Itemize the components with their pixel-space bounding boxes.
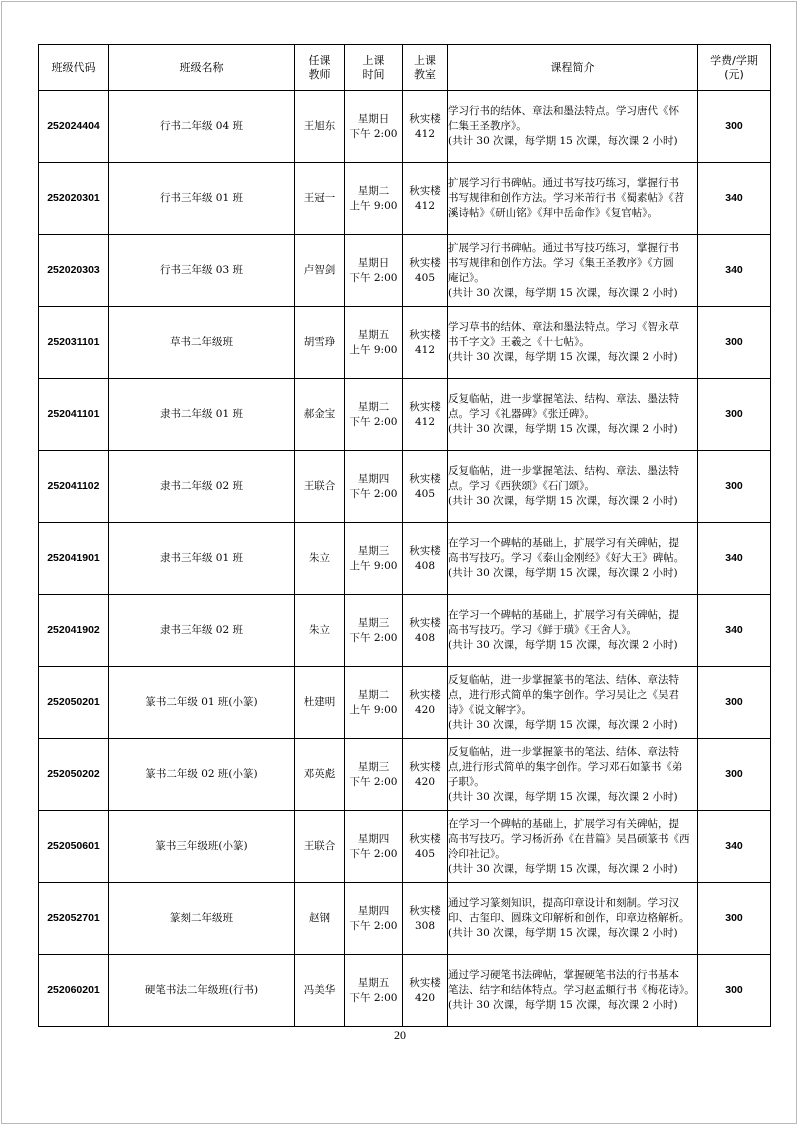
class-name-cell: 篆书二年级 02 班(小篆) (109, 739, 295, 811)
class-time-cell-line: 星期三 (357, 616, 390, 629)
classroom-cell-line: 308 (414, 919, 436, 932)
page-number: 20 (394, 1028, 406, 1042)
class-time-cell (345, 667, 403, 739)
course-description-cell-line: (共计 30 次课，每学期 15 次课，每次课 2 小时) (448, 718, 678, 731)
class-time-cell-line: 星期四 (357, 472, 390, 485)
course-description-cell-line: (共计 30 次课，每学期 15 次课，每次课 2 小时) (448, 351, 678, 363)
header-room: 上课 教室 (403, 45, 448, 91)
course-description-cell (448, 91, 698, 163)
classroom-cell (403, 307, 448, 379)
course-description-cell (448, 955, 698, 1027)
class-time-cell-line: 下午 2:00 (349, 271, 398, 284)
classroom-cell-line: 420 (414, 703, 436, 716)
header-fee: 学费/学期 (元) (698, 45, 771, 91)
table-row (39, 883, 771, 955)
class-time-cell-line: 星期三 (357, 544, 390, 557)
class-time-cell-line: 星期四 (357, 904, 390, 917)
class-time-cell-line: 下午 2:00 (349, 775, 398, 788)
table-row (39, 307, 771, 379)
course-description-cell-line: 反复临帖，进一步掌握篆书的笔法、结体、章法特 (448, 673, 679, 686)
course-description-cell-line: (共计 30 次课，每学期 15 次课，每次课 2 小时) (448, 639, 678, 651)
class-name-cell: 隶书二年级 01 班 (109, 379, 295, 451)
class-time-cell (345, 307, 403, 379)
class-time-cell (345, 523, 403, 595)
classroom-cell (403, 667, 448, 739)
classroom-cell-line: 秋实楼 (409, 400, 441, 413)
course-description-cell (448, 883, 698, 955)
teacher-cell: 邓英彪 (295, 739, 345, 811)
class-time-cell-line: 星期二 (357, 400, 390, 413)
course-description-cell (448, 811, 698, 883)
class-code-cell: 252031101 (39, 307, 109, 379)
class-time-cell (345, 883, 403, 955)
class-code-cell: 252041902 (39, 595, 109, 667)
class-time-cell (345, 379, 403, 451)
tuition-fee-cell: 300 (698, 91, 771, 163)
course-description-cell-line: (共计 30 次课，每学期 15 次课，每次课 2 小时) (448, 790, 678, 803)
tuition-fee-cell: 340 (698, 811, 771, 883)
course-description-cell (448, 163, 698, 235)
course-description-cell (448, 739, 698, 811)
classroom-cell-line: 405 (414, 271, 436, 284)
course-description-cell-line: 在学习一个碑帖的基础上，扩展学习有关碑帖，提 (448, 537, 679, 549)
header-name: 班级名称 (109, 45, 295, 91)
course-description-cell-line: (共计 30 次课，每学期 15 次课，每次课 2 小时) (448, 862, 678, 875)
class-time-cell (345, 163, 403, 235)
class-time-cell (345, 955, 403, 1027)
course-description-cell (448, 235, 698, 307)
classroom-cell (403, 811, 448, 883)
course-description-cell-line: 学习草书的结体、章法和墨法特点。学习《智永草 (448, 321, 679, 333)
classroom-cell-line: 秋实楼 (409, 616, 441, 629)
course-description-cell-line: 反复临帖，进一步掌握笔法、结构、章法、墨法特 (448, 465, 679, 477)
tuition-fee-cell: 340 (698, 235, 771, 307)
classroom-cell (403, 523, 448, 595)
course-description-cell-line: 反复临帖，进一步掌握篆书的笔法、结体、章法特 (448, 745, 679, 758)
classroom-cell-line: 秋实楼 (409, 256, 441, 269)
classroom-cell (403, 595, 448, 667)
course-description-cell (448, 307, 698, 379)
tuition-fee-cell: 300 (698, 379, 771, 451)
tuition-fee-cell: 300 (698, 883, 771, 955)
tuition-fee-cell: 300 (698, 739, 771, 811)
course-description-cell-line: 通过学习篆刻知识，提高印章设计和刻制。学习汉 (448, 897, 679, 909)
header-description: 课程简介 (448, 45, 698, 91)
course-description-cell-line: 溪诗帖》《研山铭》《拜中岳命作》《复官帖》。 (448, 207, 658, 219)
course-description-cell-line: 扩展学习行书碑帖。通过书写技巧练习，掌握行书 (448, 241, 679, 254)
class-code-cell: 252020303 (39, 235, 109, 307)
course-description-cell-line: 书千字文》王羲之《十七帖》。 (448, 336, 590, 348)
class-time-cell-line: 下午 2:00 (349, 919, 398, 932)
table-row (39, 235, 771, 307)
course-description-cell-line: 诗》《说文解字》。 (448, 703, 532, 716)
course-description-cell-line: (共计 30 次课，每学期 15 次课，每次课 2 小时) (448, 135, 678, 147)
course-description-cell-line: 书写规律和创作方法。学习米芾行书《蜀素帖》《苕 (448, 192, 685, 204)
teacher-cell: 朱立 (295, 595, 345, 667)
classroom-cell-line: 405 (414, 847, 436, 860)
teacher-cell: 卢智剑 (295, 235, 345, 307)
class-name-cell: 硬笔书法二年级班(行书) (109, 955, 295, 1027)
classroom-cell-line: 秋实楼 (409, 472, 441, 485)
class-name-cell: 隶书三年级 02 班 (109, 595, 295, 667)
course-description-cell-line: (共计 30 次课，每学期 15 次课，每次课 2 小时) (448, 286, 678, 299)
class-name-cell: 篆书三年级班(小篆) (109, 811, 295, 883)
course-description-cell (448, 379, 698, 451)
classroom-cell (403, 739, 448, 811)
class-name-cell: 隶书三年级 01 班 (109, 523, 295, 595)
class-time-cell-line: 星期三 (357, 760, 390, 773)
course-description-cell-line: 高书写技巧。学习杨沂孙《在昔篇》吴昌硕篆书《西 (448, 832, 690, 845)
course-description-cell (448, 523, 698, 595)
course-description-cell-line: 扩展学习行书碑帖。通过书写技巧练习，掌握行书 (448, 177, 679, 189)
classroom-cell-line: 秋实楼 (409, 760, 441, 773)
classroom-cell-line: 秋实楼 (409, 688, 441, 701)
course-description-cell-line: (共计 30 次课，每学期 15 次课，每次课 2 小时) (448, 423, 678, 435)
class-name-cell: 行书三年级 03 班 (109, 235, 295, 307)
header-teacher: 任课 教师 (295, 45, 345, 91)
classroom-cell-line: 412 (414, 415, 436, 428)
class-code-cell: 252041101 (39, 379, 109, 451)
table-row (39, 163, 771, 235)
table-row (39, 451, 771, 523)
class-time-cell-line: 星期二 (357, 688, 390, 701)
course-description-cell-line: 高书写技巧。学习《鲜于璜》《王舍人》。 (448, 624, 637, 636)
teacher-cell: 王旭东 (295, 91, 345, 163)
class-time-cell (345, 451, 403, 523)
course-description-cell-line: 书写规律和创作方法。学习《集王圣教序》《方圆 (448, 256, 674, 269)
course-description-cell-line: (共计 30 次课，每学期 15 次课，每次课 2 小时) (448, 927, 678, 939)
course-description-cell-line: 庵记》。 (448, 271, 485, 284)
classroom-cell-line: 秋实楼 (409, 832, 441, 845)
table-row (39, 667, 771, 739)
course-description-cell-line: 学习行书的结体、章法和墨法特点。学习唐代《怀 (448, 105, 679, 117)
class-time-cell-line: 下午 2:00 (349, 415, 398, 428)
course-description-cell-line: 反复临帖，进一步掌握笔法、结构、章法、墨法特 (448, 393, 679, 405)
table-row (39, 523, 771, 595)
classroom-cell-line: 秋实楼 (409, 976, 441, 989)
course-description-cell-line: (共计 30 次课，每学期 15 次课，每次课 2 小时) (448, 567, 678, 579)
class-time-cell-line: 星期四 (357, 832, 390, 845)
class-code-cell: 252052701 (39, 883, 109, 955)
table-row (39, 91, 771, 163)
class-code-cell: 252060201 (39, 955, 109, 1027)
tuition-fee-cell: 300 (698, 307, 771, 379)
class-time-cell-line: 星期五 (357, 328, 390, 341)
header-row (39, 45, 771, 91)
classroom-cell-line: 408 (414, 631, 436, 644)
classroom-cell-line: 秋实楼 (409, 112, 441, 125)
header-code: 班级代码 (39, 45, 109, 91)
class-time-cell-line: 上午 9:00 (349, 559, 398, 572)
table-row (39, 379, 771, 451)
course-description-cell-line: 点。学习《礼器碑》《张迁碑》。 (448, 408, 595, 420)
class-time-cell-line: 下午 2:00 (349, 991, 398, 1004)
course-description-cell-line: 点，进行形式简单的集字创作。学习吴让之《吴君 (448, 688, 679, 701)
class-name-cell: 篆书二年级 01 班(小篆) (109, 667, 295, 739)
class-time-cell-line: 上午 9:00 (349, 343, 398, 356)
teacher-cell: 王联合 (295, 451, 345, 523)
classroom-cell (403, 379, 448, 451)
class-code-cell: 252050601 (39, 811, 109, 883)
classroom-cell (403, 163, 448, 235)
classroom-cell-line: 秋实楼 (409, 904, 441, 917)
teacher-cell: 郝金宝 (295, 379, 345, 451)
class-time-cell-line: 上午 9:00 (349, 199, 398, 212)
teacher-cell: 王联合 (295, 811, 345, 883)
class-time-cell (345, 739, 403, 811)
course-description-cell (448, 595, 698, 667)
classroom-cell-line: 420 (414, 775, 436, 788)
course-description-cell-line: 子职》。 (448, 775, 485, 788)
class-name-cell: 隶书二年级 02 班 (109, 451, 295, 523)
class-time-cell-line: 星期五 (357, 976, 390, 989)
tuition-fee-cell: 300 (698, 667, 771, 739)
classroom-cell-line: 412 (414, 343, 436, 356)
classroom-cell (403, 91, 448, 163)
course-description-cell-line: 在学习一个碑帖的基础上，扩展学习有关碑帖，提 (448, 817, 679, 830)
tuition-fee-cell: 340 (698, 595, 771, 667)
classroom-cell-line: 412 (414, 127, 436, 140)
teacher-cell: 王冠一 (295, 163, 345, 235)
course-description-cell-line: 高书写技巧。学习《泰山金刚经》《好大王》碑帖。 (448, 552, 685, 564)
classroom-cell-line: 秋实楼 (409, 328, 441, 341)
class-time-cell-line: 下午 2:00 (349, 487, 398, 500)
class-time-cell-line: 上午 9:00 (349, 703, 398, 716)
teacher-cell: 赵钢 (295, 883, 345, 955)
course-description-cell-line: 点。学习《西狭颂》《石门颂》。 (448, 480, 595, 492)
table-row (39, 955, 771, 1027)
course-description-cell-line: 印、古玺印、圆珠文印解析和创作，印章边格解析。 (448, 912, 690, 924)
class-code-cell: 252024404 (39, 91, 109, 163)
class-time-cell (345, 811, 403, 883)
class-name-cell: 草书二年级班 (109, 307, 295, 379)
course-description-cell-line: 仁集王圣教序》。 (448, 120, 527, 132)
class-time-cell-line: 星期日 (357, 256, 390, 269)
classroom-cell-line: 412 (414, 199, 436, 212)
class-time-cell-line: 下午 2:00 (349, 847, 398, 860)
teacher-cell: 胡雪琤 (295, 307, 345, 379)
tuition-fee-cell: 300 (698, 955, 771, 1027)
class-code-cell: 252020301 (39, 163, 109, 235)
classroom-cell (403, 883, 448, 955)
table-row (39, 595, 771, 667)
classroom-cell (403, 955, 448, 1027)
classroom-cell-line: 秋实楼 (409, 544, 441, 557)
classroom-cell-line: 420 (414, 991, 436, 1004)
class-code-cell: 252041102 (39, 451, 109, 523)
course-description-cell (448, 451, 698, 523)
class-name-cell: 篆刻二年级班 (109, 883, 295, 955)
class-code-cell: 252050201 (39, 667, 109, 739)
class-time-cell (345, 595, 403, 667)
classroom-cell-line: 405 (414, 487, 436, 500)
course-description-cell-line: (共计 30 次课，每学期 15 次课，每次课 2 小时) (448, 495, 678, 507)
course-schedule-table (38, 44, 771, 1027)
tuition-fee-cell: 340 (698, 163, 771, 235)
course-description-cell-line: 泠印社记》。 (448, 847, 506, 860)
class-code-cell: 252041901 (39, 523, 109, 595)
course-description-cell-line: 在学习一个碑帖的基础上，扩展学习有关碑帖，提 (448, 609, 679, 621)
teacher-cell: 杜建明 (295, 667, 345, 739)
class-time-cell-line: 下午 2:00 (349, 127, 398, 140)
teacher-cell: 冯美华 (295, 955, 345, 1027)
class-time-cell (345, 91, 403, 163)
tuition-fee-cell: 300 (698, 451, 771, 523)
course-description-cell-line: (共计 30 次课，每学期 15 次课，每次课 2 小时) (448, 999, 678, 1011)
class-time-cell-line: 星期二 (357, 184, 390, 197)
classroom-cell-line: 秋实楼 (409, 184, 441, 197)
table-row (39, 811, 771, 883)
class-code-cell: 252050202 (39, 739, 109, 811)
class-time-cell-line: 星期日 (357, 112, 390, 125)
header-time: 上课 时间 (345, 45, 403, 91)
classroom-cell (403, 451, 448, 523)
teacher-cell: 朱立 (295, 523, 345, 595)
course-description-cell (448, 667, 698, 739)
course-description-cell-line: 点,进行形式简单的集字创作。学习邓石如篆书《弟 (448, 760, 683, 773)
class-time-cell (345, 235, 403, 307)
class-name-cell: 行书二年级 04 班 (109, 91, 295, 163)
class-time-cell-line: 下午 2:00 (349, 631, 398, 644)
course-description-cell-line: 笔法、结字和结体特点。学习赵孟頫行书《梅花诗》。 (448, 984, 695, 996)
tuition-fee-cell: 340 (698, 523, 771, 595)
table-row (39, 739, 771, 811)
course-description-cell-line: 通过学习硬笔书法碑帖，掌握硬笔书法的行书基本 (448, 969, 679, 981)
classroom-cell-line: 408 (414, 559, 436, 572)
class-name-cell: 行书三年级 01 班 (109, 163, 295, 235)
classroom-cell (403, 235, 448, 307)
